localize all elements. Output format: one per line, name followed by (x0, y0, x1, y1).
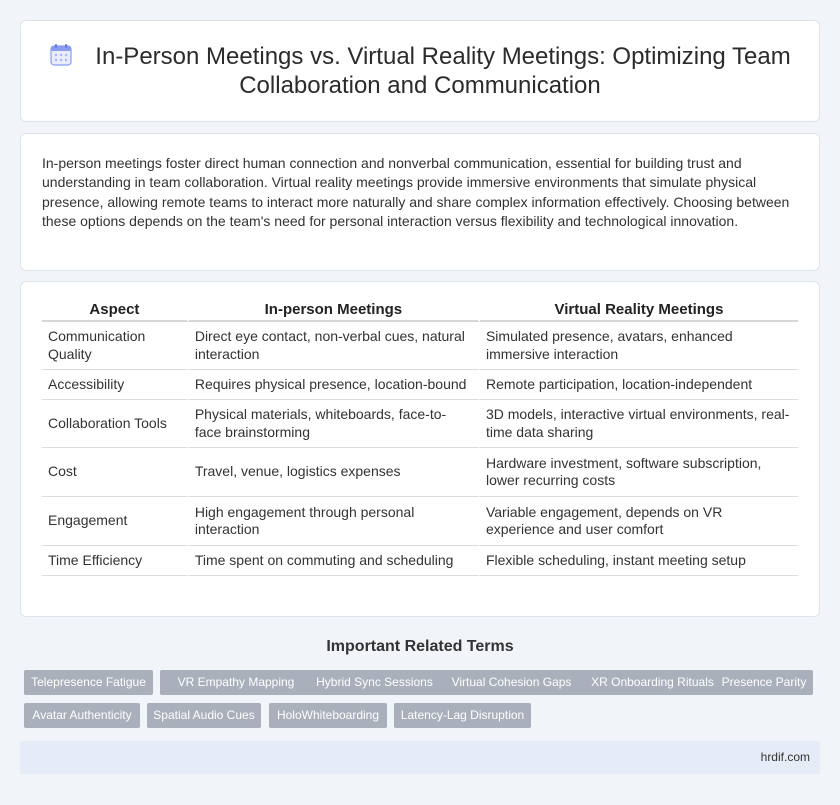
table-cell: Travel, venue, logistics expenses (189, 448, 480, 497)
table-cell: Communication Quality (42, 322, 189, 370)
term-tag[interactable]: Latency-Lag Disruption (394, 703, 531, 728)
table-row (42, 370, 798, 400)
intro-card (20, 133, 820, 271)
table-cell: Simulated presence, avatars, enhanced immersive interaction (480, 322, 798, 370)
comparison-table (42, 300, 798, 576)
intro-paragraph: In-person meetings foster direct human connection and nonverbal communication, essential for building trust and understanding in team collaboration. Virtual reality meetings provide immersive environments that simulate physical presence, allowing remote teams to interact more naturally and share complex information effectively. Choosing between these options depends on the team's need for personal interaction versus flexibility and technological innovation. (42, 155, 790, 230)
table-cell: Cost (42, 448, 189, 497)
table-header-row (42, 300, 798, 322)
term-tag[interactable]: Spatial Audio Cues (147, 703, 261, 728)
table-cell: Time Efficiency (42, 546, 189, 576)
table-cell: Remote participation, location-independent (480, 370, 798, 400)
title-text: In-Person Meetings vs. Virtual Reality Meetings: Optimizing Team Collaboration and Communication (95, 43, 791, 99)
footer-site-link[interactable]: hrdif.com (760, 750, 810, 764)
table-cell: Collaboration Tools (42, 400, 189, 448)
term-tag[interactable]: Avatar Authenticity (24, 703, 140, 728)
term-tag[interactable]: XR Onboarding Rituals (573, 670, 732, 695)
column-header-in-person: In-person Meetings (189, 300, 480, 322)
table-cell: Requires physical presence, location-bound (189, 370, 480, 400)
table-cell: Direct eye contact, non-verbal cues, natural interaction (189, 322, 480, 370)
term-tag[interactable]: HoloWhiteboarding (269, 703, 387, 728)
column-header-aspect: Aspect (42, 300, 189, 322)
comparison-table-card (20, 281, 820, 617)
table-cell: Accessibility (42, 370, 189, 400)
table-cell: Variable engagement, depends on VR experience and user comfort (480, 497, 798, 546)
table-cell: 3D models, interactive virtual environments, real-time data sharing (480, 400, 798, 448)
column-header-vr: Virtual Reality Meetings (480, 300, 798, 322)
table-cell: Engagement (42, 497, 189, 546)
table-cell: Time spent on commuting and scheduling (189, 546, 480, 576)
calendar-icon (49, 43, 73, 67)
table-cell: High engagement through personal interaction (189, 497, 480, 546)
table-row (42, 497, 798, 546)
table-row (42, 322, 798, 370)
table-cell: Physical materials, whiteboards, face-to-face brainstorming (189, 400, 480, 448)
table-row (42, 448, 798, 497)
table-row (42, 546, 798, 576)
term-tag[interactable]: Telepresence Fatigue (24, 670, 153, 695)
table-cell: Flexible scheduling, instant meeting setup (480, 546, 798, 576)
page-title (40, 42, 800, 100)
header-card (20, 20, 820, 122)
footer (20, 741, 820, 774)
related-terms-title: Important Related Terms (326, 638, 514, 655)
term-tag[interactable]: Presence Parity (715, 670, 813, 695)
table-cell: Hardware investment, software subscription, lower recurring costs (480, 448, 798, 497)
term-tag[interactable]: VR Empathy Mapping (160, 670, 312, 695)
table-row (42, 400, 798, 448)
term-tag[interactable]: Hybrid Sync Sessions (296, 670, 453, 695)
term-tag[interactable]: Virtual Cohesion Gaps (433, 670, 590, 695)
